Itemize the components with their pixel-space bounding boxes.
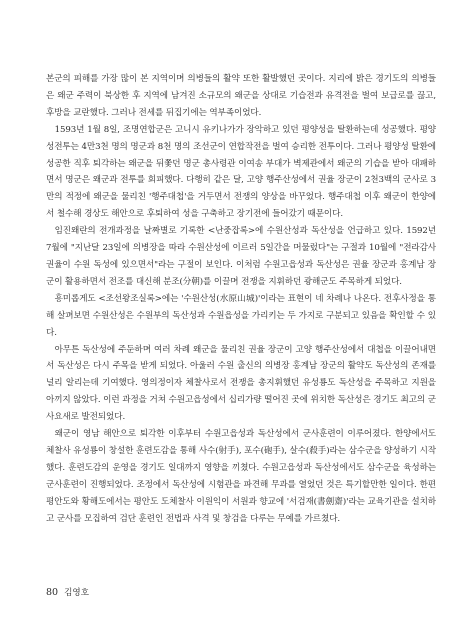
paragraph: 임진왜란의 전개과정을 날짜별로 기록한 <난중잡록>에 수원산성과 독산성을 언급하고 있다. 1592년 7월에 "지난달 23일에 의병장을 따라 수원산성에 이르러 5일간을 머물렀다"는 구절과 10월에 "전라감사 권율이 수원 독성에 있으면서"라는 구절이 보인다. 이처럼 수원고읍성과 독산성은 권율 장군과 홍계남 장군이 활용하면서 전조를 대신해 분조(分朝)를 이끌며 전쟁을 지휘하던 광해군도 주목하게 되었다.: [46, 226, 436, 287]
paragraph: 흥미롭게도 <조선왕조실록>에는 '수원산성(水原山城)'이라는 표현이 네 차례나 나온다. 전후사정을 통해 살펴보면 수원산성은 수원부의 독산성과 수원읍성을 가리키는 두 가지로 구분되고 있음을 확인할 수 있다.: [46, 293, 436, 338]
body-text: [46, 71, 436, 527]
author-name: 김영호: [64, 588, 90, 598]
paragraph: 본군의 피해를 가장 많이 본 지역이며 의병들의 활약 또한 활발했던 곳이다. 지리에 밝은 경기도의 의병들은 왜군 주력이 북상한 후 지역에 남겨진 소규모의 왜군을 상대로 기습전과 유격전을 벌여 보급로를 끊고, 후방을 교란했다. 그러나 전세를 뒤집기에는 역부족이었다.: [46, 74, 436, 118]
page-number: 80: [46, 587, 59, 598]
page-footer: [46, 586, 89, 598]
paragraph: 왜군이 영남 해안으로 퇴각한 이후부터 수원고읍성과 독산성에서 군사훈련이 이루어졌다. 한양에서도 체찰사 유성룡이 창설한 훈련도감을 통해 사수(射手), 포수(砲手), 살수(殺手)라는 삼수군을 양성하기 시작했다. 훈련도감의 운영을 경기도 일대까지 영향을 끼쳤다. 수원고읍성과 독산성에서도 삼수군을 육성하는 군사훈련이 진행되었다. 조정에서 독산성에 시험관을 파견해 무과를 열었던 것은 특기할만한 일이다. 한편 평안도와 황해도에서는 평안도 도체찰사 이원익이 서원과 향교에 '서검재(書劍齋)'라는 교육기관을 설치하고 군사를 모집하여 검단 훈련인 전법과 사격 및 창검을 다루는 무예를 가르쳤다.: [46, 429, 436, 524]
paragraph: 1593년 1월 8일, 조명연합군은 고니시 유키나가가 장악하고 있던 평양성을 탈환하는데 성공했다. 평양성전투는 4만3천 명의 명군과 8천 명의 조선군이 연합작전을 벌여 승리한 전투이다. 그러나 평양성 탈환에 성공한 직후 퇴각하는 왜군을 뒤쫓던 명군 총사령관 이여송 부대가 벽제관에서 왜군의 기습을 받아 대패하면서 명군은 왜군과 전투를 회피했다. 다행히 같은 달, 고양 행주산성에서 권율 장군이 2천3백의 군사로 3만의 적정에 왜군을 물리친 '행주대첩'을 거두면서 전쟁의 양상을 바꾸었다. 행주대첩 이후 왜군이 한양에서 철수해 경상도 해안으로 후퇴하여 성을 구축하고 장기전에 들어갔기 때문이다.: [46, 124, 436, 220]
paragraph: 아무튼 독산성에 주둔하며 여러 차례 왜군을 물리친 권율 장군이 고양 행주산성에서 대첩을 이끌어내면서 독산성은 다시 주목을 받게 되었다. 아울러 수원 출신의 의병장 홍계남 장군의 활약도 독산성의 존재를 널리 알리는데 기여했다. 영의정이자 체찰사로서 전쟁을 총지휘했던 유성룡도 독산성을 주목하고 지원을 아끼지 않았다. 이런 과정을 거쳐 수원고읍성에서 십리가량 떨어진 곳에 위치한 독산성은 경기도 최고의 군사요새로 발전되었다.: [46, 344, 436, 423]
